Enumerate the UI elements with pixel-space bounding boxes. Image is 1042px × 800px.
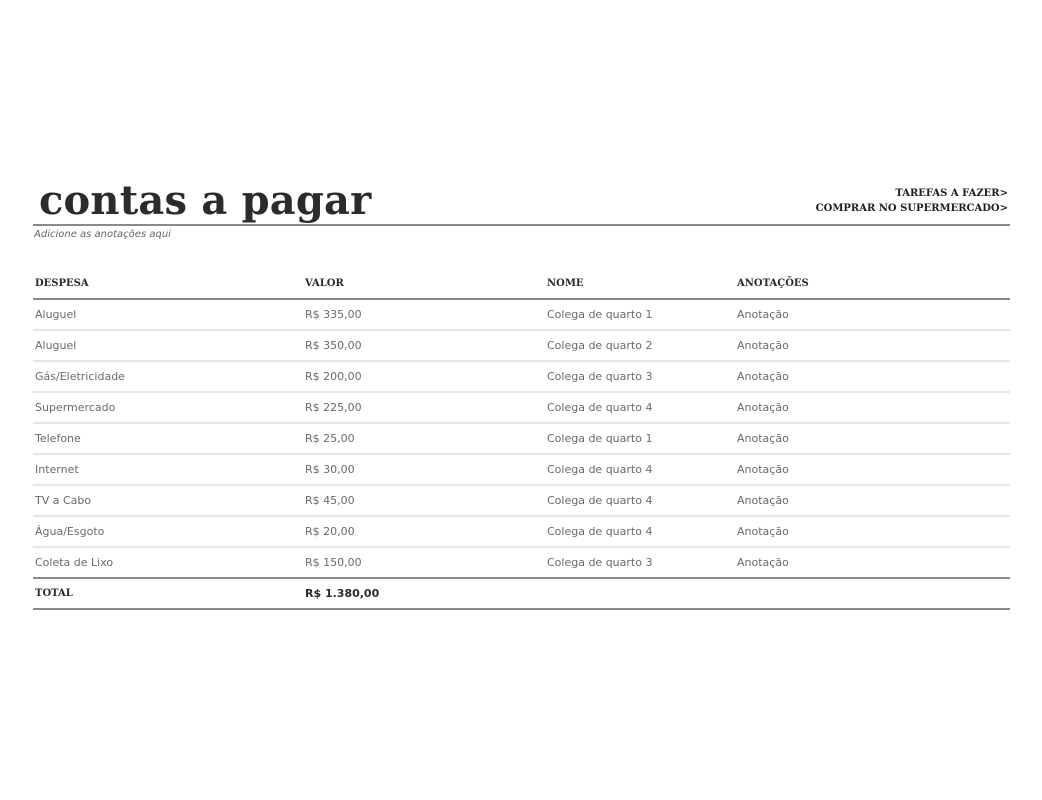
notes-cell[interactable]: Anotação <box>735 423 1010 454</box>
expense-cell[interactable]: Aluguel <box>33 299 303 330</box>
name-cell[interactable]: Colega de quarto 1 <box>545 423 735 454</box>
expense-cell[interactable]: Coleta de Lixo <box>33 547 303 578</box>
notes-cell[interactable]: Anotação <box>735 299 1010 330</box>
column-header-name[interactable]: NOME <box>545 268 735 299</box>
notes-cell[interactable]: Anotação <box>735 330 1010 361</box>
column-header-notes[interactable]: ANOTAÇÕES <box>735 268 1010 299</box>
table-row <box>33 485 1010 516</box>
table-row <box>33 423 1010 454</box>
table-row <box>33 516 1010 547</box>
value-cell[interactable]: R$ 200,00 <box>303 361 545 392</box>
value-cell[interactable]: R$ 225,00 <box>303 392 545 423</box>
name-cell[interactable]: Colega de quarto 2 <box>545 330 735 361</box>
total-value: R$ 1.380,00 <box>303 578 545 609</box>
expense-cell[interactable]: Supermercado <box>33 392 303 423</box>
total-label: TOTAL <box>33 578 303 609</box>
total-row <box>33 578 1010 609</box>
todo-link[interactable]: TAREFAS A FAZER> <box>895 188 1008 199</box>
value-cell[interactable]: R$ 45,00 <box>303 485 545 516</box>
table-header-row <box>33 268 1010 299</box>
page-title: contas a pagar <box>39 177 372 224</box>
table-row <box>33 454 1010 485</box>
notes-cell[interactable]: Anotação <box>735 516 1010 547</box>
notes-cell[interactable]: Anotação <box>735 547 1010 578</box>
name-cell[interactable]: Colega de quarto 4 <box>545 392 735 423</box>
name-cell[interactable]: Colega de quarto 4 <box>545 516 735 547</box>
nav-links <box>816 186 1008 216</box>
name-cell[interactable]: Colega de quarto 1 <box>545 299 735 330</box>
table-row <box>33 330 1010 361</box>
table-row <box>33 361 1010 392</box>
empty-cell <box>735 578 1010 609</box>
sheet-header <box>33 178 1010 226</box>
notes-cell[interactable]: Anotação <box>735 392 1010 423</box>
column-header-value[interactable]: VALOR <box>303 268 545 299</box>
bills-table <box>33 268 1010 610</box>
value-cell[interactable]: R$ 150,00 <box>303 547 545 578</box>
name-cell[interactable]: Colega de quarto 4 <box>545 485 735 516</box>
table-row <box>33 299 1010 330</box>
empty-cell <box>545 578 735 609</box>
expense-cell[interactable]: Água/Esgoto <box>33 516 303 547</box>
name-cell[interactable]: Colega de quarto 3 <box>545 547 735 578</box>
expense-cell[interactable]: Telefone <box>33 423 303 454</box>
table-row <box>33 547 1010 578</box>
table-row <box>33 392 1010 423</box>
value-cell[interactable]: R$ 335,00 <box>303 299 545 330</box>
name-cell[interactable]: Colega de quarto 4 <box>545 454 735 485</box>
notes-cell[interactable]: Anotação <box>735 361 1010 392</box>
value-cell[interactable]: R$ 30,00 <box>303 454 545 485</box>
notes-cell[interactable]: Anotação <box>735 454 1010 485</box>
name-cell[interactable]: Colega de quarto 3 <box>545 361 735 392</box>
expense-cell[interactable]: Internet <box>33 454 303 485</box>
grocery-link[interactable]: COMPRAR NO SUPERMERCADO> <box>815 203 1008 214</box>
expense-cell[interactable]: Gás/Eletricidade <box>33 361 303 392</box>
value-cell[interactable]: R$ 20,00 <box>303 516 545 547</box>
bills-sheet <box>33 178 1010 610</box>
notes-cell[interactable]: Anotação <box>735 485 1010 516</box>
value-cell[interactable]: R$ 25,00 <box>303 423 545 454</box>
column-header-expense[interactable]: DESPESA <box>33 268 303 299</box>
value-cell[interactable]: R$ 350,00 <box>303 330 545 361</box>
expense-cell[interactable]: Aluguel <box>33 330 303 361</box>
expense-cell[interactable]: TV a Cabo <box>33 485 303 516</box>
notes-subtitle[interactable]: Adicione as anotações aqui <box>34 229 171 240</box>
